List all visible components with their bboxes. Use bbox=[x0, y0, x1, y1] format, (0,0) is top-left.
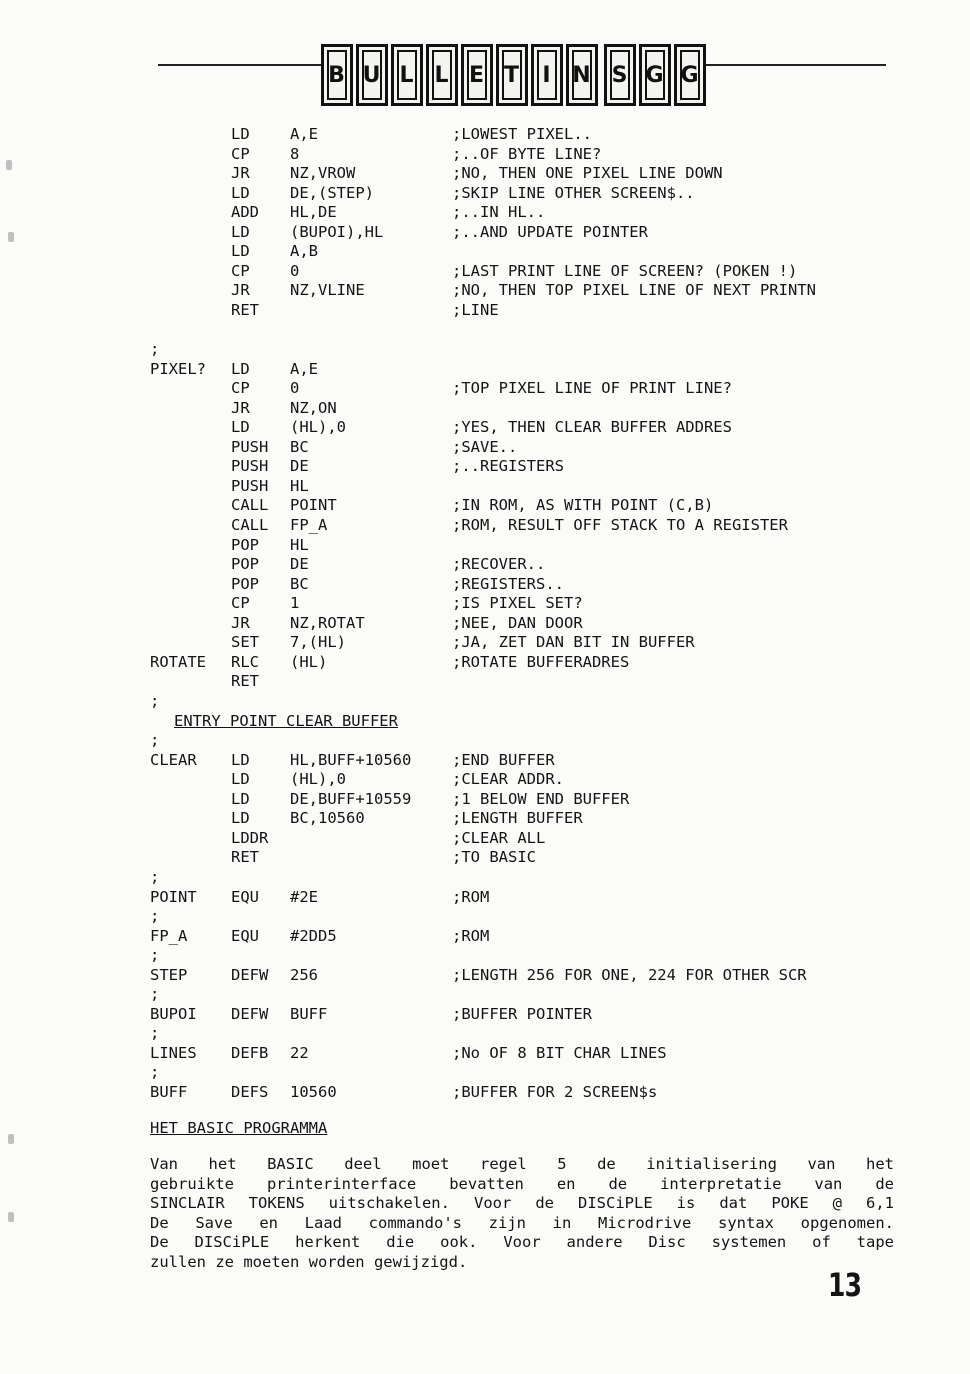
code-opcode: PUSH bbox=[231, 457, 269, 476]
code-operand: POINT bbox=[290, 496, 337, 515]
code-operand: A,E bbox=[290, 125, 318, 143]
code-opcode: JR bbox=[231, 613, 250, 632]
paragraph-line: Van het BASIC deel moet regel 5 de initialisering van het bbox=[150, 1155, 894, 1173]
code-semicolon: ; bbox=[150, 340, 160, 359]
code-opcode: DEFB bbox=[231, 1043, 269, 1062]
code-operand: DE,(STEP) bbox=[290, 183, 374, 202]
logo-letter-tile: G bbox=[674, 44, 706, 106]
code-operand: NZ,VLINE bbox=[290, 281, 365, 300]
code-label: PIXEL? bbox=[150, 359, 206, 378]
logo-word-sgg bbox=[604, 44, 706, 106]
code-operand: DE bbox=[290, 555, 309, 574]
code-comment: ;BUFFER FOR 2 SCREEN$s bbox=[452, 1083, 658, 1101]
code-opcode: LD bbox=[231, 242, 250, 261]
masthead bbox=[0, 0, 970, 120]
code-comment: ;IS PIXEL SET? bbox=[452, 594, 583, 613]
code-opcode: ADD bbox=[231, 203, 259, 222]
code-operand: HL,DE bbox=[290, 203, 337, 222]
code-operand: HL bbox=[290, 535, 309, 554]
code-opcode: PUSH bbox=[231, 476, 269, 495]
code-operand: NZ,ROTAT bbox=[290, 613, 365, 632]
code-semicolon: ; bbox=[150, 907, 160, 925]
code-comment: ;LENGTH BUFFER bbox=[452, 809, 583, 828]
code-operand: 0 bbox=[290, 379, 300, 398]
code-comment: ;LOWEST PIXEL.. bbox=[452, 125, 592, 143]
code-opcode: SET bbox=[231, 633, 259, 652]
logo-letter-tile: S bbox=[604, 44, 636, 106]
code-opcode: DEFS bbox=[231, 1083, 269, 1101]
code-opcode: LD bbox=[231, 809, 250, 828]
code-opcode: LD bbox=[231, 750, 250, 769]
code-operand: 7,(HL) bbox=[290, 633, 346, 652]
scan-mark bbox=[8, 1212, 14, 1222]
code-comment: ;LENGTH 256 FOR ONE, 224 FOR OTHER SCR bbox=[452, 965, 807, 984]
code-operand: 22 bbox=[290, 1043, 309, 1062]
code-operand: (HL),0 bbox=[290, 418, 346, 437]
code-opcode: LD bbox=[231, 222, 250, 241]
logo-letter-tile: I bbox=[531, 44, 563, 106]
code-opcode: RLC bbox=[231, 652, 259, 671]
code-comment: ;LAST PRINT LINE OF SCREEN? (POKEN !) bbox=[452, 261, 798, 280]
logo-letter-tile: L bbox=[391, 44, 423, 106]
code-opcode: LD bbox=[231, 789, 250, 808]
code-opcode: LD bbox=[231, 359, 250, 378]
paragraph-line: SINCLAIR TOKENS uitschakelen. Voor de DISCiPLE is dat POKE @ 6,1 bbox=[150, 1194, 894, 1213]
logo-letter-tile: T bbox=[496, 44, 528, 106]
code-comment: ;1 BELOW END BUFFER bbox=[452, 789, 630, 808]
code-comment: ;..REGISTERS bbox=[452, 457, 564, 476]
code-operand: NZ,VROW bbox=[290, 164, 356, 183]
paragraph-line: gebruikte printerinterface bevatten en de interpretatie van de bbox=[150, 1174, 894, 1193]
header-rule-right bbox=[690, 64, 886, 66]
page-number: 13 bbox=[828, 1266, 862, 1304]
code-operand: DE bbox=[290, 457, 309, 476]
code-operand: 10560 bbox=[290, 1083, 337, 1101]
scan-mark bbox=[6, 160, 12, 170]
code-comment: ;No OF 8 BIT CHAR LINES bbox=[452, 1043, 667, 1062]
code-operand: NZ,ON bbox=[290, 398, 337, 417]
code-comment: ;RECOVER.. bbox=[452, 555, 546, 574]
code-operand: A,E bbox=[290, 359, 318, 378]
section-heading-basic-program: HET BASIC PROGRAMMA bbox=[150, 1119, 328, 1137]
code-comment: ;TO BASIC bbox=[452, 848, 536, 867]
code-comment: ;REGISTERS.. bbox=[452, 574, 564, 593]
code-opcode: CP bbox=[231, 261, 250, 280]
code-operand: HL,BUFF+10560 bbox=[290, 750, 412, 769]
code-opcode: CALL bbox=[231, 516, 269, 534]
code-semicolon: ; bbox=[150, 985, 160, 1004]
code-semicolon: ; bbox=[150, 946, 160, 965]
code-comment: ;ROM bbox=[452, 926, 490, 945]
code-label: POINT bbox=[150, 887, 197, 906]
code-operand: BC bbox=[290, 437, 309, 456]
code-comment: ;ROTATE BUFFERADRES bbox=[452, 652, 630, 671]
code-comment: ;CLEAR ADDR. bbox=[452, 770, 564, 789]
basic-paragraph bbox=[150, 1155, 894, 1273]
logo-word-bulletin bbox=[321, 44, 598, 106]
code-opcode: LD bbox=[231, 183, 250, 202]
code-label: ROTATE bbox=[150, 652, 206, 671]
code-label: LINES bbox=[150, 1043, 197, 1062]
code-comment: ;CLEAR ALL bbox=[452, 828, 546, 847]
code-comment: ;BUFFER POINTER bbox=[452, 1004, 592, 1023]
code-operand: FP_A bbox=[290, 516, 328, 534]
code-opcode: LD bbox=[231, 125, 250, 143]
code-operand: HL bbox=[290, 476, 309, 495]
bulletin-sgg-logo bbox=[328, 44, 699, 106]
logo-letter-tile: L bbox=[426, 44, 458, 106]
code-semicolon: ; bbox=[150, 1063, 160, 1082]
code-operand: (HL) bbox=[290, 652, 328, 671]
code-operand: A,B bbox=[290, 242, 318, 261]
code-operand: (HL),0 bbox=[290, 770, 346, 789]
code-semicolon: ; bbox=[150, 692, 160, 710]
logo-letter-tile: E bbox=[461, 44, 493, 106]
code-opcode: POP bbox=[231, 574, 259, 593]
scan-mark bbox=[8, 232, 14, 242]
code-operand: 1 bbox=[290, 594, 300, 613]
paragraph-line: zullen ze moeten worden gewijzigd. bbox=[150, 1252, 468, 1271]
code-comment: ;END BUFFER bbox=[452, 750, 555, 769]
code-operand: BC,10560 bbox=[290, 809, 365, 828]
code-operand: BC bbox=[290, 574, 309, 593]
scan-mark bbox=[8, 1134, 14, 1144]
code-operand: 0 bbox=[290, 261, 300, 280]
code-opcode: LD bbox=[231, 418, 250, 437]
logo-letter-tile: N bbox=[566, 44, 598, 106]
code-label: FP_A bbox=[150, 926, 188, 945]
code-operand: 8 bbox=[290, 144, 300, 163]
code-opcode: RET bbox=[231, 848, 259, 867]
code-semicolon: ; bbox=[150, 867, 160, 886]
code-comment: ;..IN HL.. bbox=[452, 203, 546, 222]
code-comment: ;NO, THEN ONE PIXEL LINE DOWN bbox=[452, 164, 723, 183]
code-opcode: CALL bbox=[231, 496, 269, 515]
code-opcode: CP bbox=[231, 594, 250, 613]
code-operand: #2E bbox=[290, 887, 318, 906]
code-comment: ;TOP PIXEL LINE OF PRINT LINE? bbox=[452, 379, 732, 398]
code-comment: ;IN ROM, AS WITH POINT (C,B) bbox=[452, 496, 714, 515]
code-operand: (BUPOI),HL bbox=[290, 222, 384, 241]
code-comment: ;..AND UPDATE POINTER bbox=[452, 222, 648, 241]
code-operand: #2DD5 bbox=[290, 926, 337, 945]
code-label: STEP bbox=[150, 965, 188, 984]
code-label: CLEAR bbox=[150, 750, 197, 769]
code-comment: ;LINE bbox=[452, 301, 499, 319]
code-semicolon: ; bbox=[150, 1024, 160, 1043]
code-opcode: EQU bbox=[231, 887, 259, 906]
code-opcode: DEFW bbox=[231, 1004, 269, 1023]
code-comment: ;YES, THEN CLEAR BUFFER ADDRES bbox=[452, 418, 732, 437]
header-rule-left bbox=[158, 64, 336, 66]
code-comment: ;NO, THEN TOP PIXEL LINE OF NEXT PRINTN bbox=[452, 281, 816, 300]
code-label: BUFF bbox=[150, 1083, 188, 1101]
code-opcode: JR bbox=[231, 398, 250, 417]
code-opcode: JR bbox=[231, 164, 250, 183]
code-opcode: RET bbox=[231, 672, 259, 691]
section-title-entry-point: ENTRY POINT CLEAR BUFFER bbox=[174, 711, 398, 730]
logo-letter-tile: G bbox=[639, 44, 671, 106]
paragraph-line: De Save en Laad commando's zijn in Microdrive syntax opgenomen. bbox=[150, 1213, 894, 1232]
code-opcode: RET bbox=[231, 301, 259, 319]
logo-letter-tile: B bbox=[321, 44, 353, 106]
code-opcode: LD bbox=[231, 770, 250, 789]
code-comment: ;ROM bbox=[452, 887, 490, 906]
code-comment: ;..OF BYTE LINE? bbox=[452, 144, 602, 163]
code-label: BUPOI bbox=[150, 1004, 197, 1023]
code-opcode: PUSH bbox=[231, 437, 269, 456]
code-comment: ;JA, ZET DAN BIT IN BUFFER bbox=[452, 633, 695, 652]
code-opcode: CP bbox=[231, 379, 250, 398]
code-comment: ;ROM, RESULT OFF STACK TO A REGISTER bbox=[452, 516, 788, 534]
code-comment: ;SKIP LINE OTHER SCREEN$.. bbox=[452, 183, 695, 202]
code-semicolon: ; bbox=[150, 731, 160, 750]
code-opcode: POP bbox=[231, 555, 259, 574]
code-operand: 256 bbox=[290, 965, 318, 984]
code-opcode: POP bbox=[231, 535, 259, 554]
logo-letter-tile: U bbox=[356, 44, 388, 106]
code-operand: BUFF bbox=[290, 1004, 328, 1023]
code-opcode: DEFW bbox=[231, 965, 269, 984]
code-comment: ;NEE, DAN DOOR bbox=[452, 613, 583, 632]
code-opcode: CP bbox=[231, 144, 250, 163]
code-opcode: EQU bbox=[231, 926, 259, 945]
paragraph-line: De DISCiPLE herkent die ook. Voor andere Disc systemen of tape bbox=[150, 1233, 894, 1252]
code-opcode: LDDR bbox=[231, 828, 269, 847]
code-comment: ;SAVE.. bbox=[452, 437, 518, 456]
code-opcode: JR bbox=[231, 281, 250, 300]
code-operand: DE,BUFF+10559 bbox=[290, 789, 412, 808]
